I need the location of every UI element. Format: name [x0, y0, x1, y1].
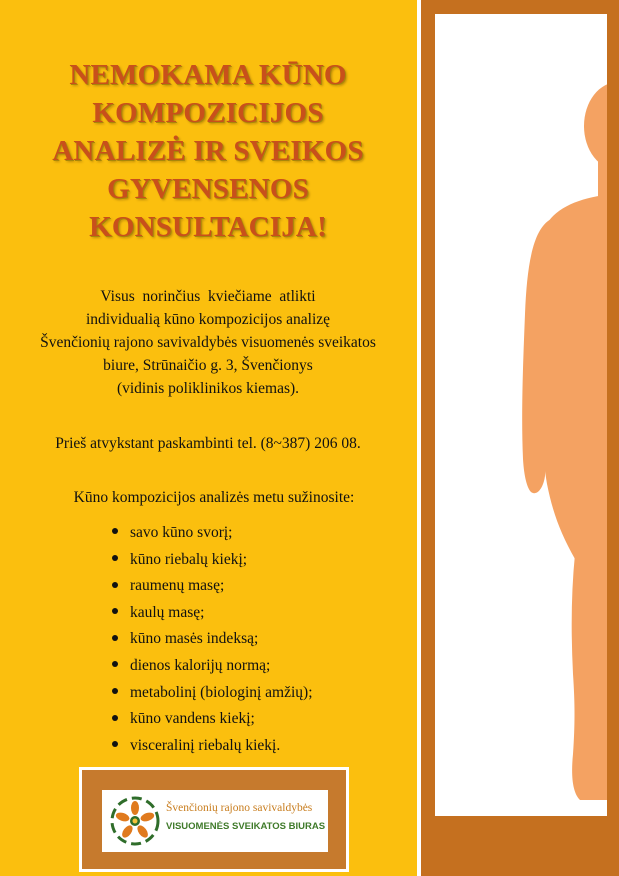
phone-notice: Prieš atvykstant paskambinti tel. (8~387) 206 08. [55, 435, 361, 452]
list-item-text: kūno vandens kiekį; [130, 710, 255, 728]
intro-line: Švenčionių rajono savivaldybės visuomenės sveikatos [40, 334, 376, 351]
list-item-text: kūno masės indeksą; [130, 630, 259, 648]
title-line: KONSULTACIJA! [89, 211, 327, 243]
list-item [112, 520, 313, 547]
logo-background [82, 770, 346, 869]
list-item [112, 680, 313, 707]
list-heading: Kūno kompozicijos analizės metu sužinosite: [73, 489, 355, 506]
results-list [112, 520, 313, 759]
right-panel [421, 0, 619, 876]
intro-line: individualią kūno kompozicijos analizę [85, 311, 331, 328]
list-item [112, 573, 313, 600]
bullet-icon [112, 715, 118, 721]
bullet-icon [112, 582, 118, 588]
bullet-icon [112, 528, 118, 534]
title-line: NEMOKAMA KŪNO [69, 59, 347, 91]
list-item [112, 706, 313, 733]
figure-frame [435, 14, 607, 816]
bullet-icon [112, 741, 118, 747]
list-item-text: kaulų masę; [130, 603, 205, 621]
intro-paragraph [10, 285, 406, 400]
bullet-icon [112, 608, 118, 614]
logo-frame [79, 767, 349, 872]
title-line: ANALIZĖ IR SVEIKOS [52, 135, 364, 167]
page-title [8, 56, 408, 246]
human-body-icon [435, 14, 607, 816]
logo-emblem-icon [108, 794, 162, 848]
list-item [112, 547, 313, 574]
list-item-text: visceralinį riebalų kiekį. [130, 736, 281, 754]
list-item [112, 600, 313, 627]
title-line: KOMPOZICIJOS [92, 97, 324, 129]
intro-line: Visus norinčius kviečiame atlikti [100, 288, 316, 305]
list-item-text: kūno riebalų kiekį; [130, 550, 248, 568]
bullet-icon [112, 661, 118, 667]
list-item [112, 653, 313, 680]
logo-bureau-text: VISUOMENĖS SVEIKATOS BIURAS [166, 821, 326, 832]
list-item-text: raumenų masę; [130, 577, 225, 595]
list-item-text: dienos kalorijų normą; [130, 656, 271, 674]
bullet-icon [112, 688, 118, 694]
bullet-icon [112, 555, 118, 561]
list-item-text: savo kūno svorį; [130, 524, 233, 541]
list-item [112, 626, 313, 653]
title-line: GYVENSENOS [107, 173, 309, 205]
bullet-icon [112, 635, 118, 641]
intro-line: (vidinis poliklinikos kiemas). [116, 380, 300, 397]
list-item-text: metabolinį (biologinį amžių); [130, 683, 313, 701]
intro-line: biure, Strūnaičio g. 3, Švenčionys [103, 357, 313, 374]
organization-logo [102, 790, 328, 852]
list-item [112, 733, 313, 760]
logo-municipality-text: Švenčionių rajono savivaldybės [166, 802, 313, 814]
